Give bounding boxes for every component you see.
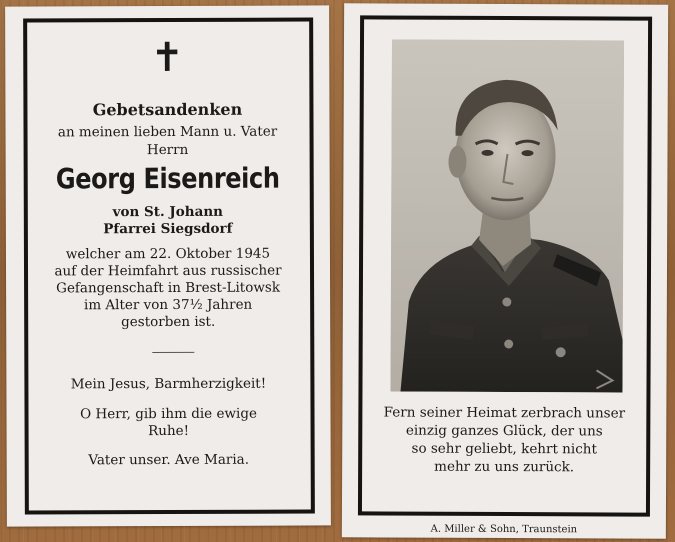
caption-line-4: mehr zu uns zurück. [434, 458, 575, 476]
caption-line-2: einzig ganzes Glück, der uns [405, 422, 603, 440]
divider-rule [152, 352, 194, 353]
caption-line-1: Fern seiner Heimat zerbrach unser [383, 404, 626, 422]
origin-line-2: Pfarrei Siegsdorf [103, 220, 233, 238]
caption-line-3: so sehr geliebt, kehrt nicht [411, 440, 597, 458]
soldier-portrait-image [390, 40, 624, 393]
death-line-2: auf der Heimfahrt aus russischer [54, 262, 282, 280]
death-line-4: im Alter von 37½ Jahren [83, 296, 253, 314]
origin-line-1: von St. Johann [112, 203, 224, 221]
cross-icon: ✝ [150, 34, 185, 82]
memorial-card-photo [342, 3, 668, 538]
intro-line-2: Herrn [146, 141, 189, 159]
death-line-1: welcher am 22. Oktober 1945 [65, 245, 271, 263]
prayer-line-4: Vater unser. Ave Maria. [88, 451, 250, 469]
memorial-card-text [5, 5, 331, 526]
intro-line-1: an meinen lieben Mann u. Vater [57, 123, 278, 141]
prayer-line-2: O Herr, gib ihm die ewige [80, 405, 257, 423]
prayer-line-3: Ruhe! [148, 422, 190, 440]
prayer-line-1: Mein Jesus, Barmherzigkeit! [70, 375, 267, 393]
printer-imprint: A. Miller & Sohn, Traunstein [430, 523, 578, 536]
portrait-photo [390, 40, 624, 393]
death-line-5: gestorben ist. [121, 313, 216, 331]
card-heading: Gebetsandenken [92, 99, 243, 120]
deceased-name: Georg Eisenreich [55, 161, 280, 196]
death-line-3: Gefangenschaft in Brest-Litowsk [56, 279, 281, 297]
